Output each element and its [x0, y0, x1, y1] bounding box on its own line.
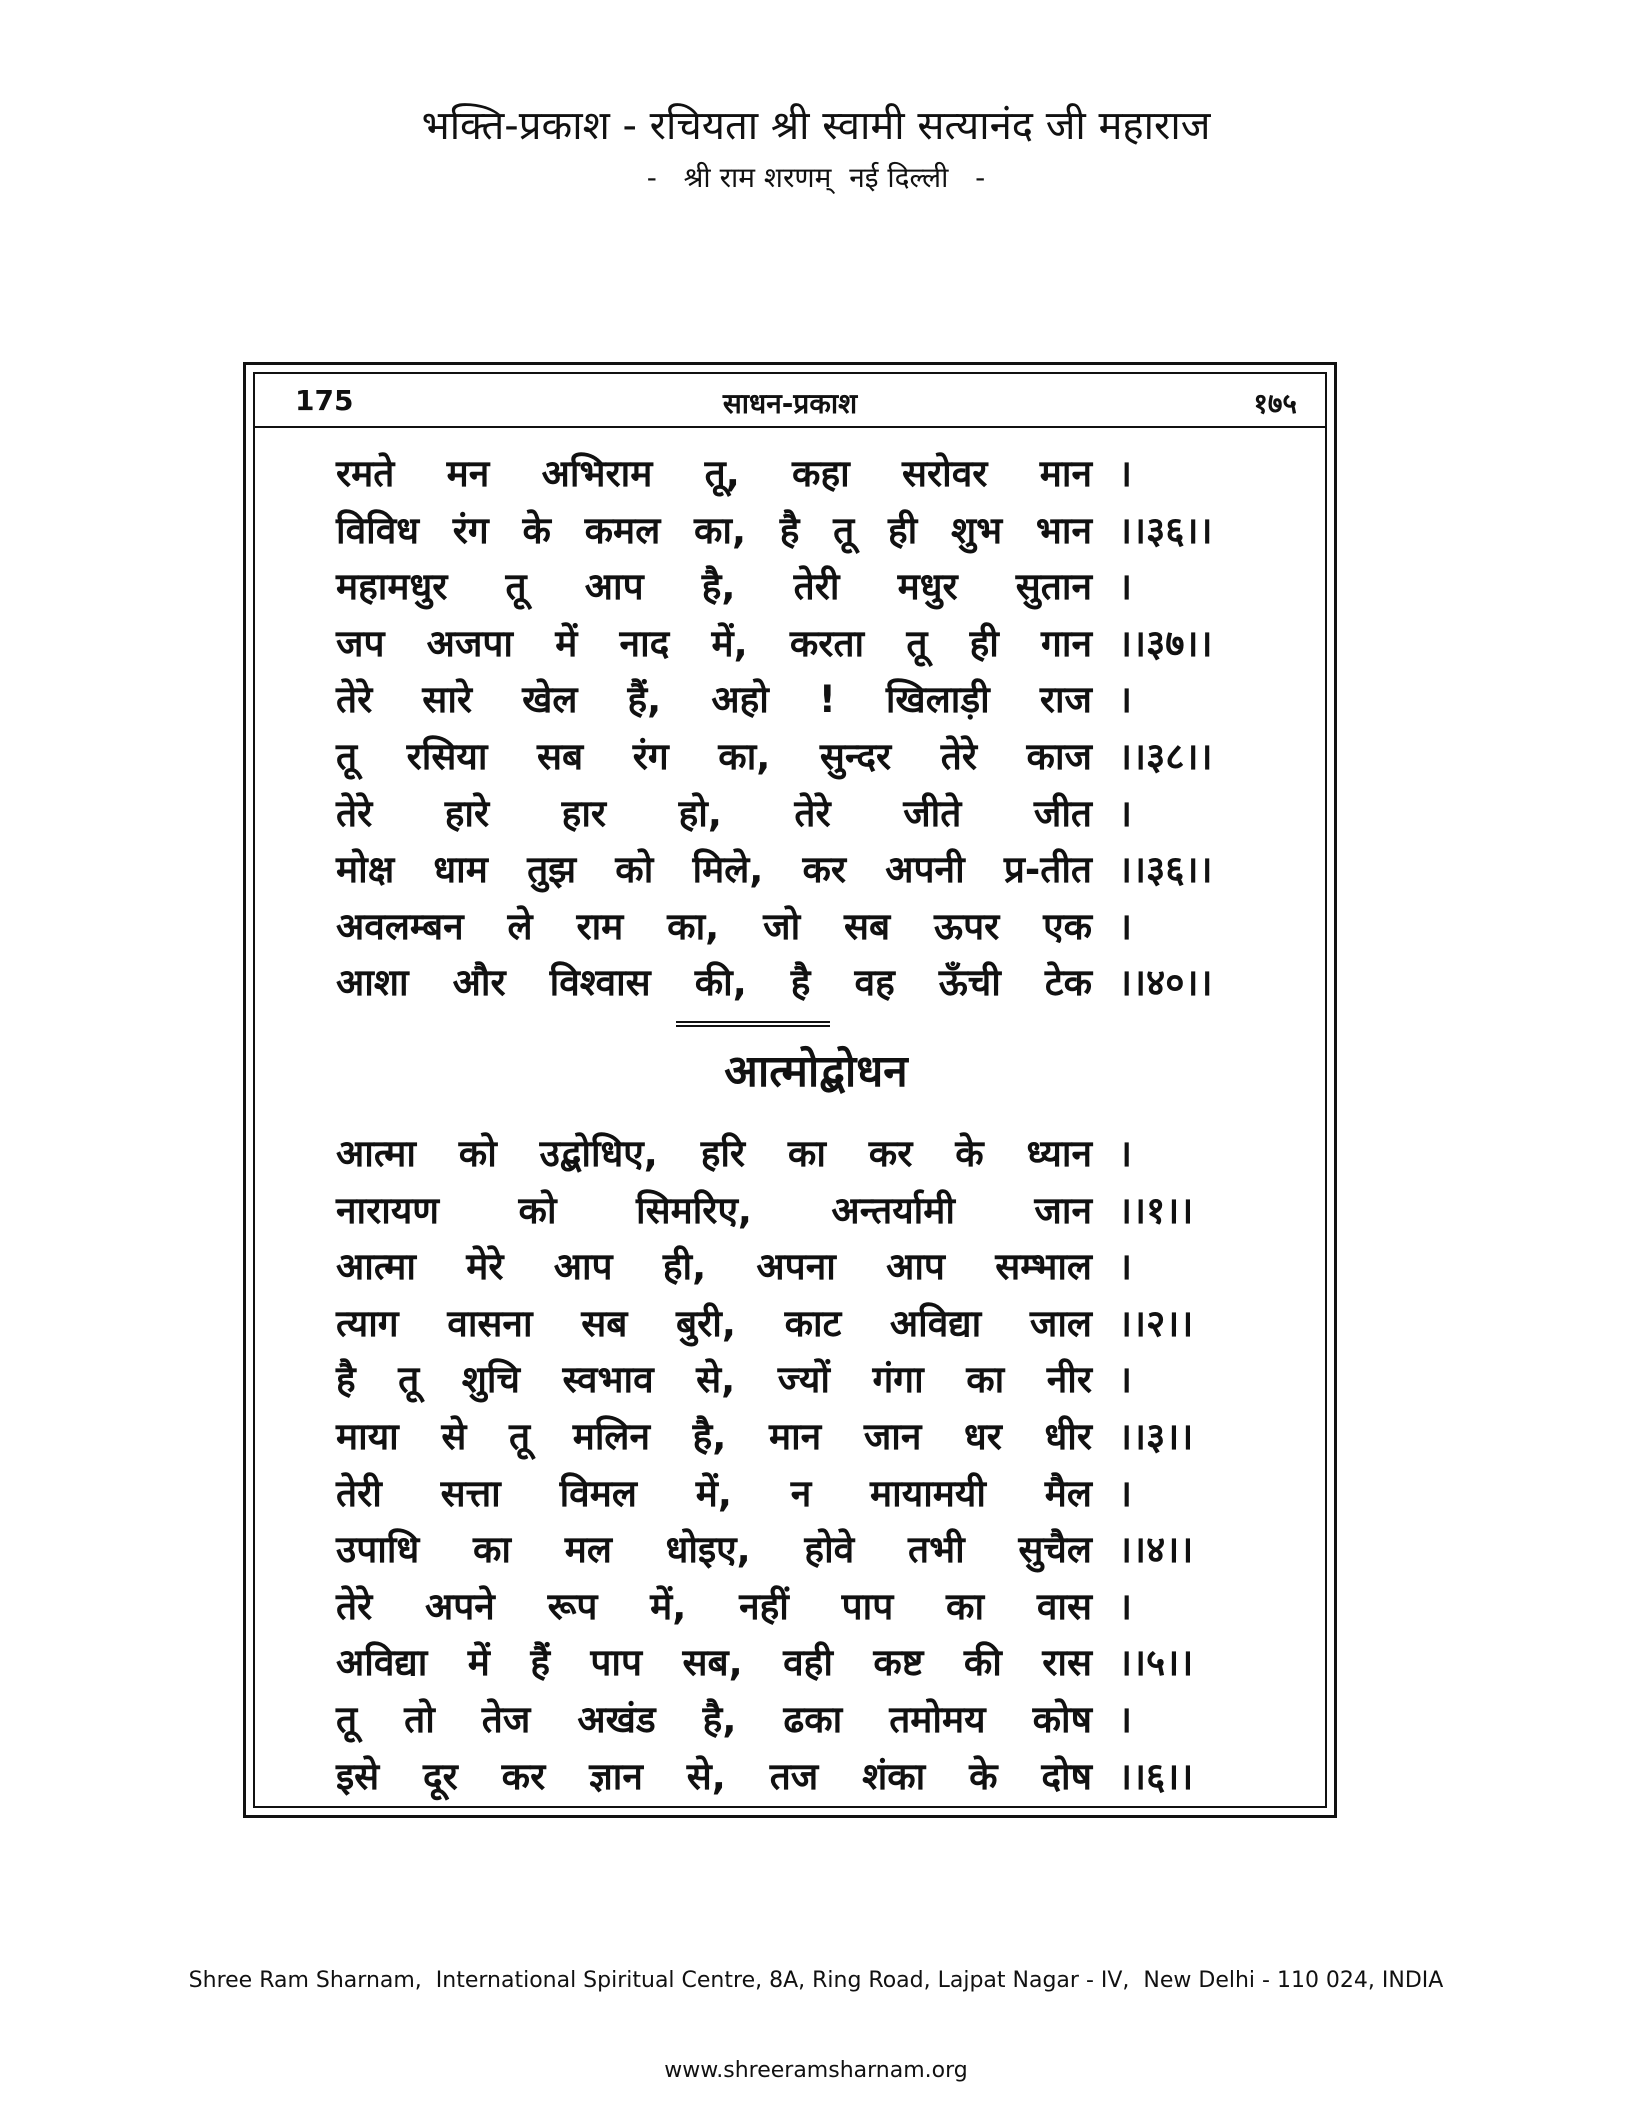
verse-text: तेरी सत्ता विमल में, न मायामयी मैल — [336, 1471, 1092, 1515]
verse-line — [336, 1466, 1256, 1523]
verse-text: आत्मा मेरे आप ही, अपना आप सम्भाल — [336, 1245, 1092, 1289]
footer-address: Shree Ram Sharnam, International Spiritual Centre, 8A, Ring Road, Lajpat Nagar - IV, New Delhi - 110 024, INDIA — [188, 1968, 1444, 1993]
verse-end-mark: । — [1118, 1471, 1133, 1515]
verse-text: उपाधि का मल धोइए, होवे तभी सुचैल — [336, 1528, 1092, 1572]
verse-line — [336, 1409, 1256, 1466]
section-divider-rule — [676, 1021, 830, 1027]
verse-end-mark: । — [1118, 904, 1133, 948]
verse-text: जप अजपा में नाद में, करता तू ही गान — [336, 621, 1092, 665]
verse-end-mark: ।।६।। — [1118, 1754, 1194, 1798]
verse-line — [336, 1352, 1256, 1409]
verse-end-mark: । — [1118, 565, 1133, 609]
verse-end-mark: ।।३६।। — [1118, 508, 1213, 552]
verse-line — [336, 1635, 1256, 1692]
verse-text: महामधुर तू आप है, तेरी मधुर सुतान — [336, 565, 1092, 609]
verse-line — [336, 1239, 1256, 1296]
verse-line — [336, 842, 1256, 899]
verse-line — [336, 899, 1256, 956]
verse-line — [336, 1183, 1256, 1240]
verse-end-mark: । — [1118, 678, 1133, 722]
verse-line — [336, 559, 1256, 616]
verse-text: आत्मा को उद्बोधिए, हरि का कर के ध्यान — [336, 1132, 1092, 1175]
section-title: आत्मोद्बोधन — [724, 1046, 908, 1097]
verse-line — [336, 1296, 1256, 1353]
verse-text: आशा और विश्वास की, है वह ऊँची टेक — [336, 961, 1092, 1005]
verse-end-mark: । — [1118, 1584, 1133, 1628]
verse-text: है तू शुचि स्वभाव से, ज्यों गंगा का नीर — [336, 1358, 1092, 1402]
verse-line — [336, 1126, 1256, 1183]
verse-text: नारायण को सिमरिए, अन्तर्यामी जान — [336, 1188, 1092, 1232]
verse-text: त्याग वासना सब बुरी, काट अविद्या जाल — [336, 1301, 1092, 1345]
page-number-arabic: 175 — [295, 384, 354, 417]
verse-text: माया से तू मलिन है, मान जान धर धीर — [336, 1414, 1092, 1458]
verse-end-mark: ।।३।। — [1118, 1414, 1194, 1458]
verse-end-mark: ।।१।। — [1118, 1188, 1194, 1232]
verse-block-sadhan-prakash — [336, 446, 1256, 1012]
footer-website: www.shreeramsharnam.org — [664, 2058, 968, 2083]
document-title: भक्ति-प्रकाश - रचियता श्री स्वामी सत्यानंद जी महाराज — [421, 103, 1211, 149]
verse-line — [336, 729, 1256, 786]
verse-line — [336, 616, 1256, 673]
verse-text: तेरे सारे खेल हैं, अहो ! खिलाड़ी राज — [336, 678, 1092, 722]
verse-end-mark: । — [1118, 1697, 1133, 1741]
verse-line — [336, 955, 1256, 1012]
verse-text: विविध रंग के कमल का, है तू ही शुभ भान — [336, 508, 1092, 552]
page-footer — [0, 1906, 1632, 2116]
verse-end-mark: ।।५।। — [1118, 1641, 1194, 1685]
verse-line — [336, 503, 1256, 560]
verse-end-mark: । — [1118, 1358, 1133, 1402]
verse-end-mark: । — [1118, 1245, 1133, 1289]
verse-text: अविद्या में हैं पाप सब, वही कष्ट की रास — [336, 1641, 1092, 1685]
verse-text: अवलम्बन ले राम का, जो सब ऊपर एक — [336, 904, 1092, 948]
verse-end-mark: ।।४।। — [1118, 1528, 1194, 1572]
page-number-devanagari: १७५ — [1253, 387, 1297, 420]
verse-line — [336, 1749, 1256, 1806]
verse-line — [336, 786, 1256, 843]
verse-end-mark: ।।३६।। — [1118, 848, 1213, 892]
verse-text: तू तो तेज अखंड है, ढका तमोमय कोष — [336, 1697, 1092, 1741]
verse-text: तेरे अपने रूप में, नहीं पाप का वास — [336, 1584, 1092, 1628]
verse-line — [336, 1579, 1256, 1636]
verse-end-mark: । — [1118, 452, 1133, 495]
verse-end-mark: ।।३८।। — [1118, 734, 1213, 778]
verse-line — [336, 1692, 1256, 1749]
verse-end-mark: ।।३७।। — [1118, 621, 1213, 665]
verse-text: इसे दूर कर ज्ञान से, तज शंका के दोष — [336, 1754, 1092, 1798]
verse-line — [336, 1522, 1256, 1579]
verse-end-mark: । — [1118, 1132, 1133, 1175]
book-page-header — [255, 378, 1325, 428]
verse-text: तेरे हारे हार हो, तेरे जीते जीत — [336, 791, 1092, 835]
verse-end-mark: । — [1118, 791, 1133, 835]
chapter-title: साधन-प्रकाश — [722, 387, 858, 420]
verse-line — [336, 446, 1256, 503]
page-header — [0, 98, 1632, 198]
verse-line — [336, 672, 1256, 729]
verse-block-atmodbodhan — [336, 1126, 1256, 1805]
verse-text: रमते मन अभिराम तू, कहा सरोवर मान — [336, 452, 1092, 495]
document-subtitle: - श्री राम शरणम् नई दिल्ली - — [646, 161, 986, 194]
verse-text: मोक्ष धाम तुझ को मिले, कर अपनी प्र-तीत — [336, 848, 1092, 892]
verse-end-mark: ।।४०।। — [1118, 961, 1213, 1005]
verse-text: तू रसिया सब रंग का, सुन्दर तेरे काज — [336, 734, 1092, 778]
verse-end-mark: ।।२।। — [1118, 1301, 1194, 1345]
